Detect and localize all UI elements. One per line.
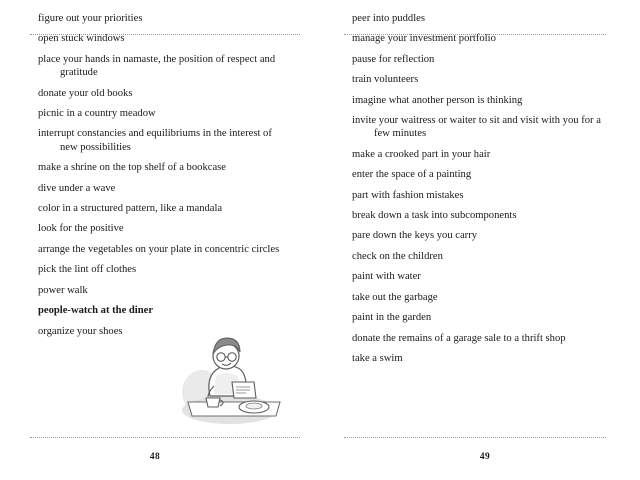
list-item-text: picnic in a country meadow — [38, 108, 156, 120]
list-item — [352, 250, 612, 263]
list-item — [352, 12, 612, 25]
list-item-text: figure out your priorities — [38, 13, 143, 24]
list-item-text: arrange the vegetables on your plate in concentric circles — [38, 243, 280, 255]
list-item — [38, 127, 288, 154]
list-item-text: train volunteers — [352, 74, 419, 86]
list-item-highlighted — [38, 304, 288, 317]
list-item — [352, 209, 612, 222]
list-item-text: power walk — [38, 284, 88, 296]
list-item-text: manage your investment portfolio — [352, 33, 496, 45]
diner-sketch-icon — [176, 330, 288, 428]
list-item-text: peer into puddles — [352, 13, 425, 24]
list-item — [352, 311, 612, 324]
list-item — [352, 53, 612, 66]
list-item — [38, 53, 288, 80]
list-item-text: dive under a wave — [38, 182, 116, 194]
list-item-text: imagine what another person is thinking — [352, 94, 523, 106]
list-item — [352, 291, 612, 304]
list-item — [352, 168, 612, 181]
list-item-text: make a crooked part in your hair — [352, 148, 491, 160]
list-item-text: people-watch at the diner — [38, 305, 154, 317]
page-right — [320, 0, 640, 480]
list-item — [38, 12, 288, 25]
list-item — [38, 107, 288, 120]
list-item-text: donate the remains of a garage sale to a thrift shop — [352, 332, 566, 344]
list-item-text: open stuck windows — [38, 33, 125, 45]
page-right-rule-bottom — [344, 437, 606, 438]
list-item-text: check on the children — [352, 250, 443, 262]
list-item-text: color in a structured pattern, like a mandala — [38, 203, 223, 215]
list-item-text: invite your waitress or waiter to sit and visit with you for a few minutes — [352, 115, 601, 140]
list-item — [38, 263, 288, 276]
list-item — [352, 229, 612, 242]
list-item — [38, 222, 288, 235]
list-item-text: place your hands in namaste, the position of respect and gratitude — [38, 53, 276, 79]
list-item — [352, 332, 612, 345]
list-item — [352, 148, 612, 161]
page-left-rule-bottom — [30, 437, 300, 438]
list-item-text: enter the space of a painting — [352, 169, 472, 181]
list-item-text: take a swim — [352, 352, 403, 364]
list-item — [38, 87, 288, 100]
list-item-text: pause for reflection — [352, 53, 435, 65]
list-item — [38, 182, 288, 195]
list-item-text: look for the positive — [38, 223, 124, 235]
list-item — [352, 270, 612, 283]
list-item-text: pick the lint off clothes — [38, 264, 137, 276]
list-item-text: paint with water — [352, 271, 421, 283]
list-item — [352, 73, 612, 86]
right-page-list — [352, 12, 612, 372]
list-item — [352, 32, 612, 45]
list-item — [38, 161, 288, 174]
list-item-text: take out the garbage — [352, 291, 438, 303]
list-item-text: pare down the keys you carry — [352, 230, 478, 242]
list-item — [352, 114, 612, 141]
list-item — [352, 189, 612, 202]
list-item — [38, 32, 288, 45]
list-item-text: make a shrine on the top shelf of a bookcase — [38, 162, 226, 174]
page-number-left: 48 — [149, 452, 161, 462]
list-item-text: paint in the garden — [352, 312, 432, 324]
page-number-right: 49 — [479, 452, 491, 462]
list-item — [38, 202, 288, 215]
list-item — [38, 284, 288, 297]
list-item-text: break down a task into subcomponents — [352, 210, 517, 222]
list-item — [352, 352, 612, 365]
list-item — [352, 94, 612, 107]
left-page-list — [38, 12, 288, 345]
list-item-text: part with fashion mistakes — [352, 189, 464, 201]
list-item — [38, 243, 288, 256]
list-item-text: donate your old books — [38, 87, 133, 99]
list-item-text: organize your shoes — [38, 325, 123, 337]
list-item-text: interrupt constancies and equilibriums in the interest of new possibilities — [38, 128, 272, 153]
